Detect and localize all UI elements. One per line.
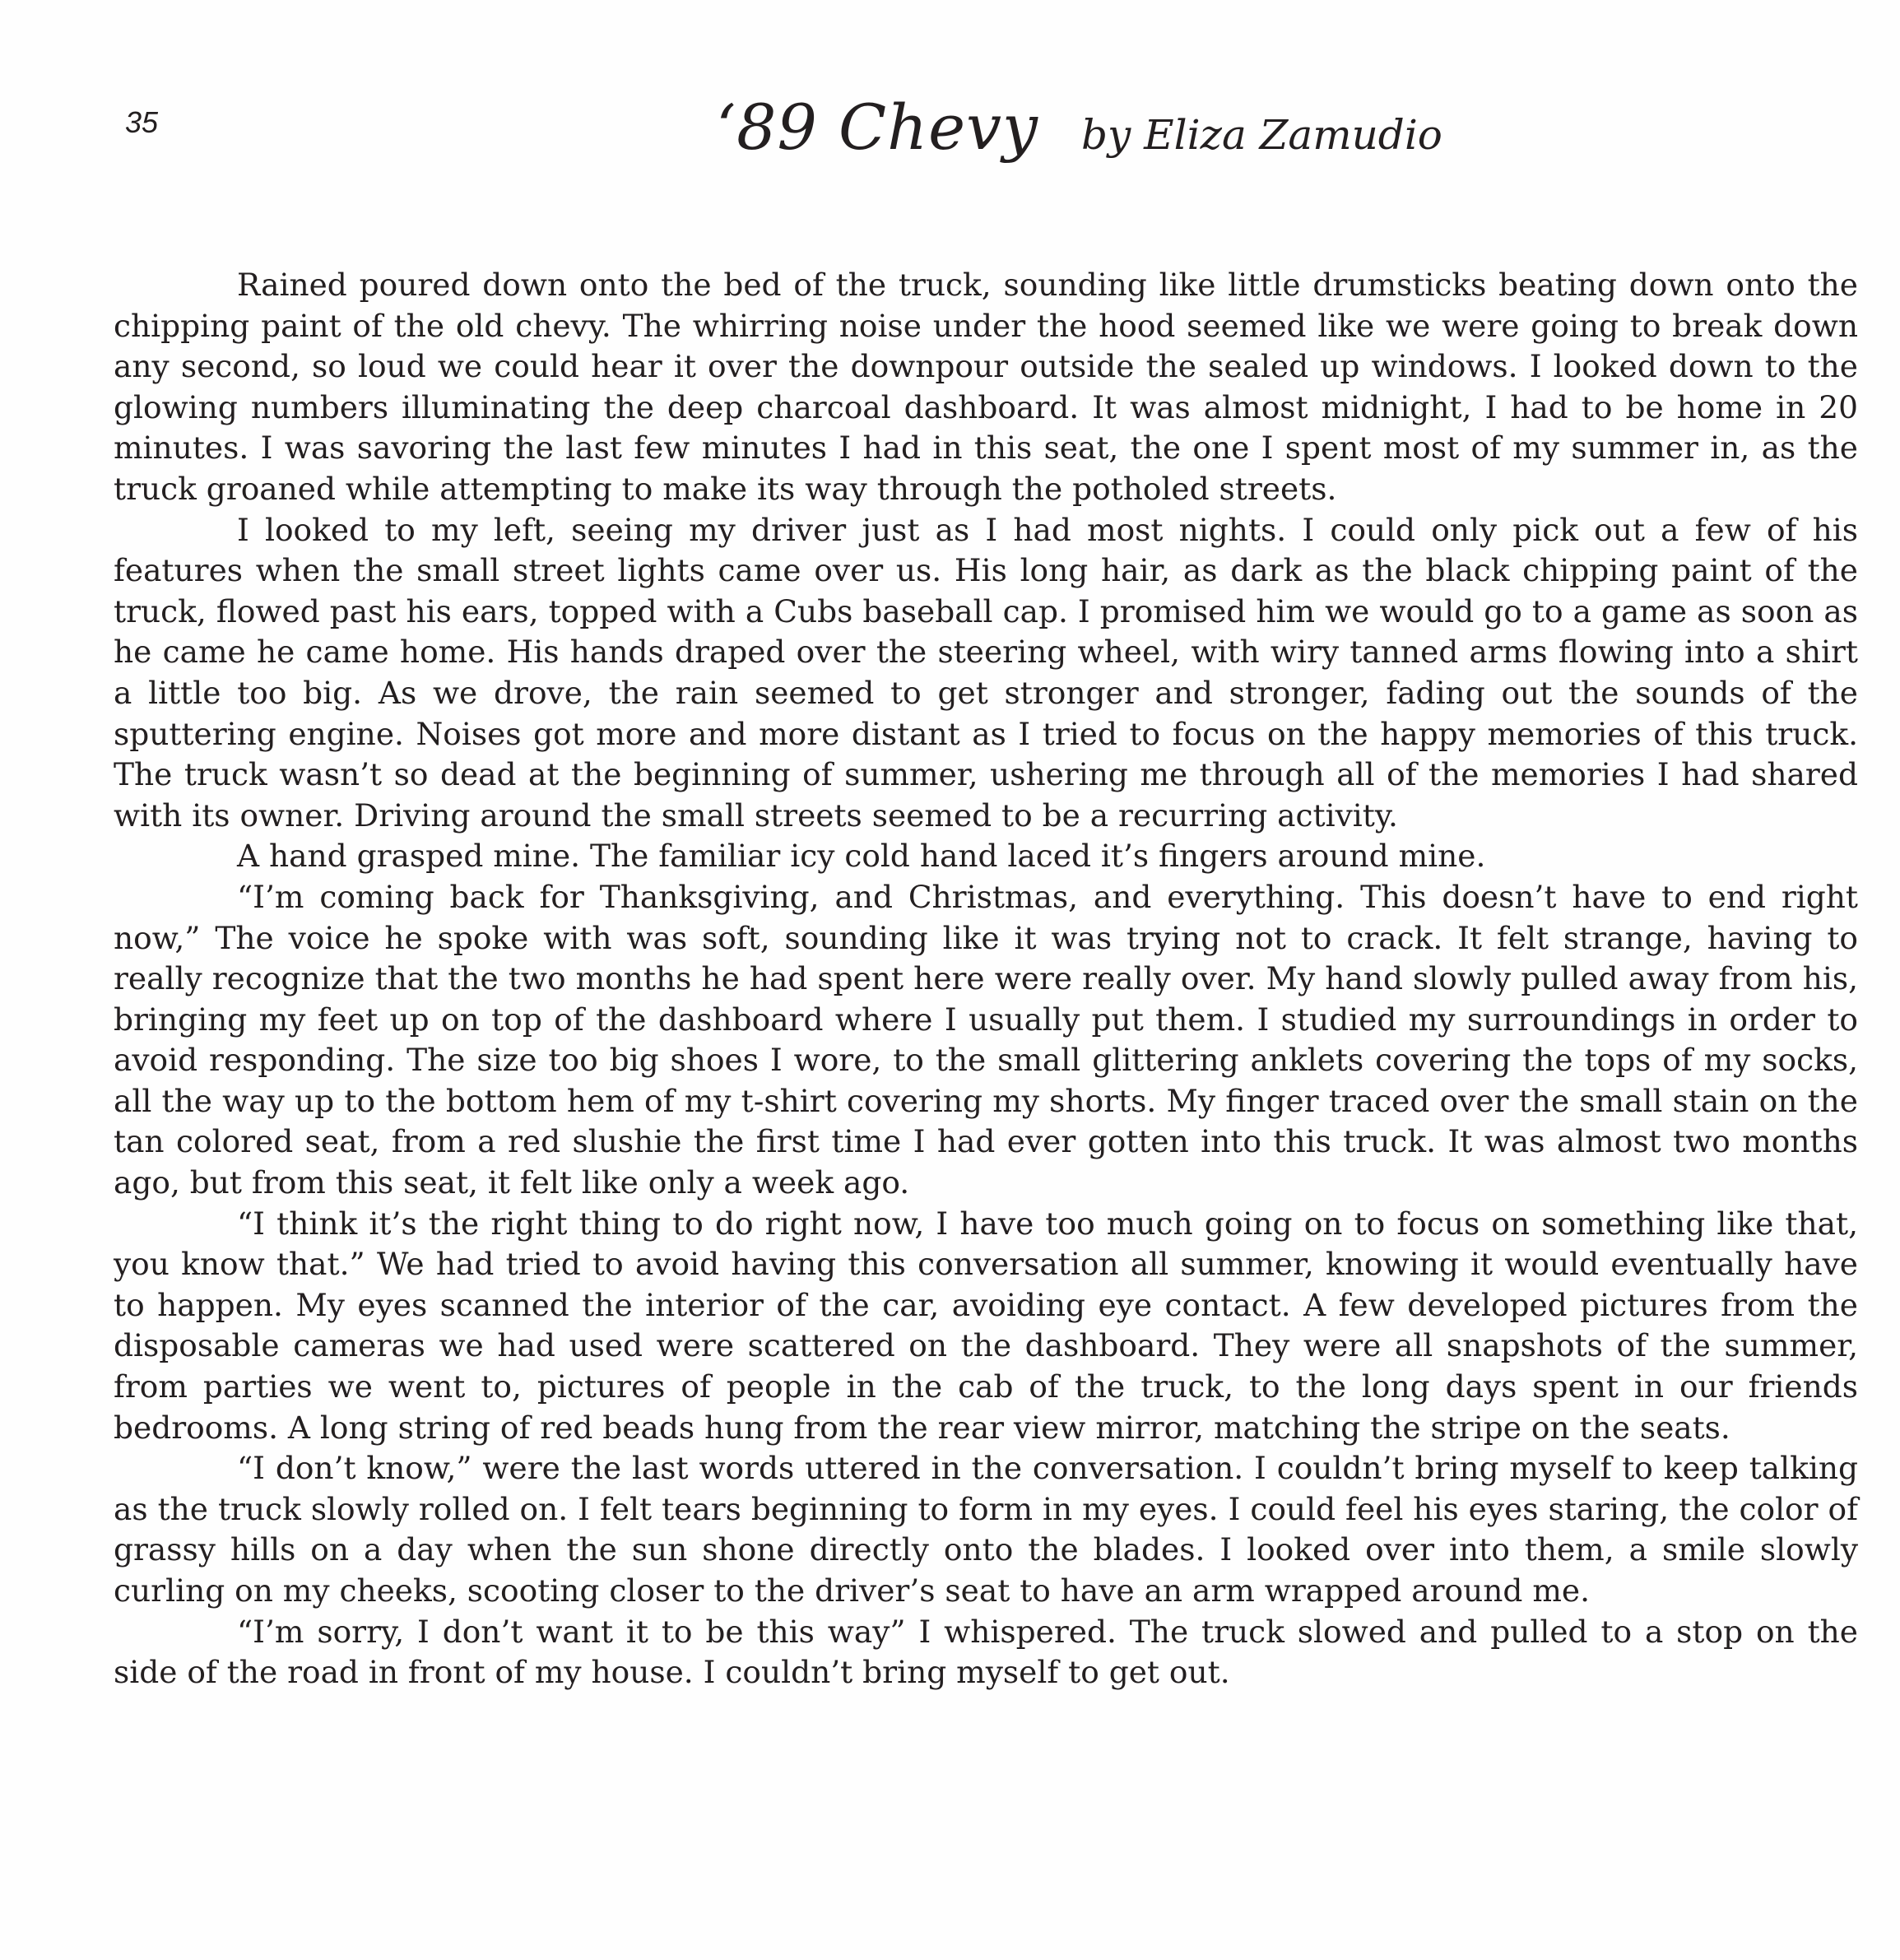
story-paragraph: “I’m sorry, I don’t want it to be this way” I whispered. The truck slowed and pulled to a stop on the side of the road in front of my house. I couldn’t bring myself to get out.: [114, 1613, 1858, 1691]
story-body: [114, 265, 1858, 1693]
story-title: ‘89 Chevy: [716, 91, 1038, 164]
story-paragraph: I looked to my left, seeing my driver just as I had most nights. I could only pick out a few of his features when the small street lights came over us. His long hair, as dark as the black chipping paint of the truck, flowed past his ears, topped with a Cubs baseball cap. I promised him we would go to a game as soon as he came he came home. His hands draped over the steering wheel, with wiry tanned arms flowing into a shirt a little too big. As we drove, the rain seemed to get stronger and stronger, fading out the sounds of the sputtering engine. Noises got more and more distant as I tried to focus on the happy memories of this truck. The truck wasn’t so dead at the beginning of summer, ushering me through all of the memories I had shared with its owner. Driving around the small streets seemed to be a recurring activity.: [114, 511, 1858, 834]
story-paragraph: “I’m coming back for Thanksgiving, and Christmas, and everything. This doesn’t have to end right now,” The voice he spoke with was soft, sounding like it was trying not to crack. It felt strange, having to really recognize that the two months he had spent here were really over. My hand slowly pulled away from his, bringing my feet up on top of the dashboard where I usually put them. I studied my surroundings in order to avoid responding. The size too big shoes I wore, to the small glittering anklets covering the tops of my socks, all the way up to the bottom hem of my t-shirt covering my shorts. My finger traced over the small stain on the tan colored seat, from a red slushie the first time I had ever gotten into this truck. It was almost two months ago, but from this seat, it felt like only a week ago.: [114, 878, 1858, 1201]
story-paragraph: “I think it’s the right thing to do right now, I have too much going on to focus on something like that, you know that.” We had tried to avoid having this conversation all summer, knowing it would eventually have to happen. My eyes scanned the interior of the car, avoiding eye contact. A few developed pictures from the disposable cameras we had used were scattered on the dashboard. They were all snapshots of the summer, from parties we went to, pictures of people in the cab of the truck, to the long days spent in our friends bedrooms. A long string of red beads hung from the rear view mirror, matching the stripe on the seats.: [114, 1205, 1858, 1446]
page-number: 35: [125, 105, 159, 139]
story-paragraph: Rained poured down onto the bed of the truck, sounding like little drumsticks beating down onto the chipping paint of the old chevy. The whirring noise under the hood seemed like we were going to break down any second, so loud we could hear it over the downpour outside the sealed up windows. I looked down to the glowing numbers illuminating the deep charcoal dashboard. It was almost midnight, I had to be home in 20 minutes. I was savoring the last few minutes I had in this seat, the one I spent most of my summer in, as the truck groaned while attempting to make its way through the potholed streets.: [114, 267, 1858, 507]
story-paragraph: A hand grasped mine. The familiar icy cold hand laced it’s fingers around mine.: [237, 838, 1486, 875]
story-byline: by Eliza Zamudio: [1080, 111, 1442, 159]
story-header: [716, 91, 1442, 164]
story-paragraph: “I don’t know,” were the last words uttered in the conversation. I couldn’t bring myself to keep talking as the truck slowly rolled on. I felt tears beginning to form in my eyes. I could feel his eyes staring, the color of grassy hills on a day when the sun shone directly onto the blades. I looked over into them, a smile slowly curling on my cheeks, scooting closer to the driver’s seat to have an arm wrapped around me.: [114, 1450, 1858, 1609]
